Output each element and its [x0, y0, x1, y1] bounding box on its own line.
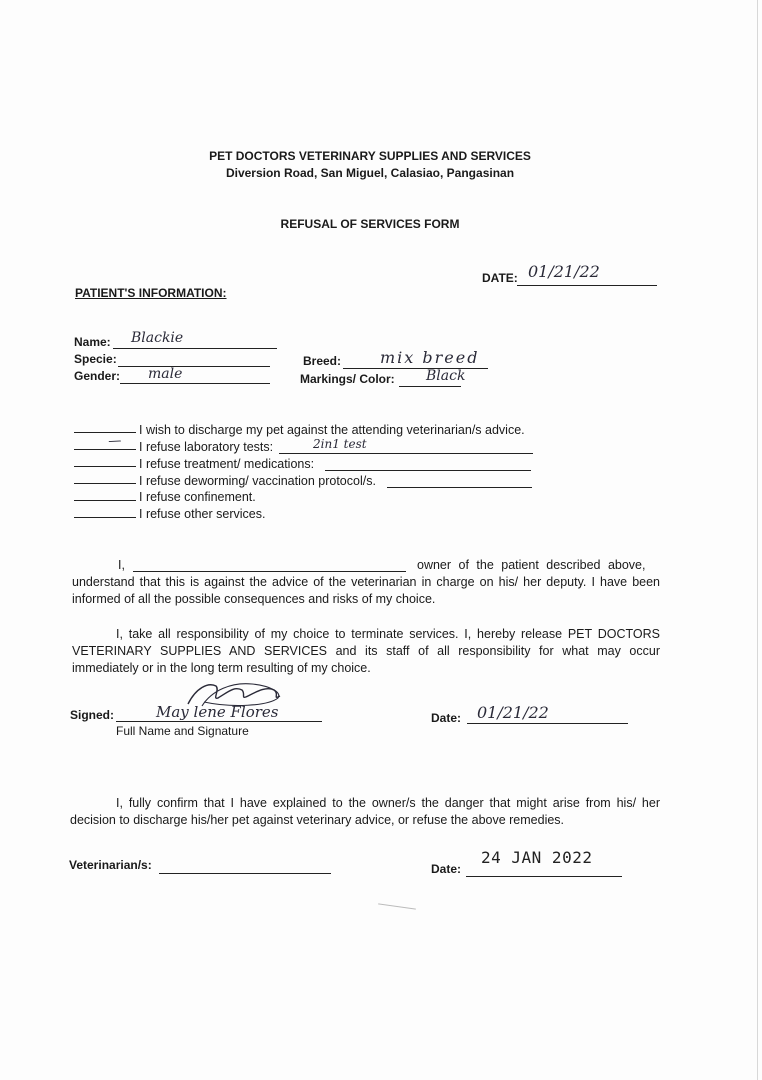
- option-5-label: I refuse confinement.: [139, 490, 256, 504]
- option-4-detail-line: [387, 487, 532, 488]
- owner-text: owner of the patient described above,: [417, 558, 646, 572]
- option-2-label: I refuse laboratory tests:: [139, 440, 274, 454]
- option-6-blank[interactable]: [74, 517, 136, 518]
- vet-line[interactable]: [159, 873, 331, 874]
- patient-info-title: PATIENT'S INFORMATION:: [75, 286, 227, 300]
- date-value[interactable]: 01/21/22: [528, 262, 600, 281]
- breed-label: Breed:: [303, 354, 342, 368]
- option-4-label: I refuse deworming/ vaccination protocol/s.: [139, 474, 376, 488]
- markings-label: Markings/ Color:: [300, 372, 395, 386]
- org-name: PET DOCTORS VETERINARY SUPPLIES AND SERVICES: [209, 149, 531, 163]
- option-2-detail[interactable]: 2in1 test: [313, 437, 367, 451]
- signed-date-value[interactable]: 01/21/22: [477, 703, 549, 722]
- gender-label: Gender:: [74, 369, 121, 383]
- signed-name-value[interactable]: May lene Flores: [156, 703, 279, 721]
- form-title: REFUSAL OF SERVICES FORM: [280, 217, 460, 231]
- stray-mark: [378, 903, 416, 909]
- name-label: Name:: [74, 335, 111, 349]
- option-2-blank[interactable]: [74, 449, 136, 450]
- statement-rest: understand that this is against the advice of the veterinarian in charge on his/ her deputy. I have been informed of all the possible consequences and risks of my choice.: [72, 575, 660, 606]
- signed-date-line: [467, 723, 628, 724]
- signed-line[interactable]: [116, 721, 322, 722]
- vet-label: Veterinarian/s:: [69, 858, 152, 872]
- specie-line: [118, 366, 270, 367]
- option-3-blank[interactable]: [74, 466, 136, 467]
- option-5-blank[interactable]: [74, 500, 136, 501]
- signature-caption: Full Name and Signature: [116, 724, 249, 738]
- option-1-label: I wish to discharge my pet against the attending veterinarian/s advice.: [139, 423, 525, 437]
- breed-value[interactable]: mix breed: [380, 348, 480, 367]
- signed-label: Signed:: [70, 708, 114, 722]
- vet-date-line: [466, 876, 622, 877]
- option-3-detail-line: [325, 470, 531, 471]
- confirmation-paragraph: I, fully confirm that I have explained to the owner/s the danger that might arise from his/ her decision to discharge his/her pet against veterinary advice, or refuse the above remedies.: [70, 796, 660, 827]
- date-line: [517, 285, 657, 286]
- release-paragraph: I, take all responsibility of my choice to terminate services. I, hereby release PET DOCTORS VETERINARY SUPPLIES AND SERVICES and its staff of all responsibility for what may occur immediately or in the long term resulting of my choice.: [72, 627, 660, 675]
- option-1-blank[interactable]: [74, 432, 136, 433]
- page-edge: [757, 0, 758, 1080]
- option-2-detail-line: [279, 453, 533, 454]
- option-2-check[interactable]: /: [106, 435, 122, 448]
- breed-line: [343, 368, 488, 369]
- gender-value[interactable]: male: [148, 366, 183, 382]
- option-3-label: I refuse treatment/ medications:: [139, 457, 315, 471]
- option-4-blank[interactable]: [74, 483, 136, 484]
- specie-label: Specie:: [74, 352, 117, 366]
- date-label: DATE:: [482, 271, 518, 285]
- date-stamp: 24 JAN 2022: [481, 848, 593, 867]
- markings-line: [399, 386, 461, 387]
- org-address: Diversion Road, San Miguel, Calasiao, Pangasinan: [225, 166, 515, 180]
- vet-date-label: Date:: [431, 862, 462, 876]
- markings-value[interactable]: Black: [426, 368, 466, 384]
- name-value[interactable]: Blackie: [131, 330, 184, 346]
- option-6-label: I refuse other services.: [139, 507, 266, 521]
- name-line: [113, 348, 277, 349]
- owner-name-line[interactable]: [133, 571, 406, 572]
- signed-date-label: Date:: [431, 711, 462, 725]
- gender-line: [120, 383, 270, 384]
- statement-i: I,: [118, 558, 125, 572]
